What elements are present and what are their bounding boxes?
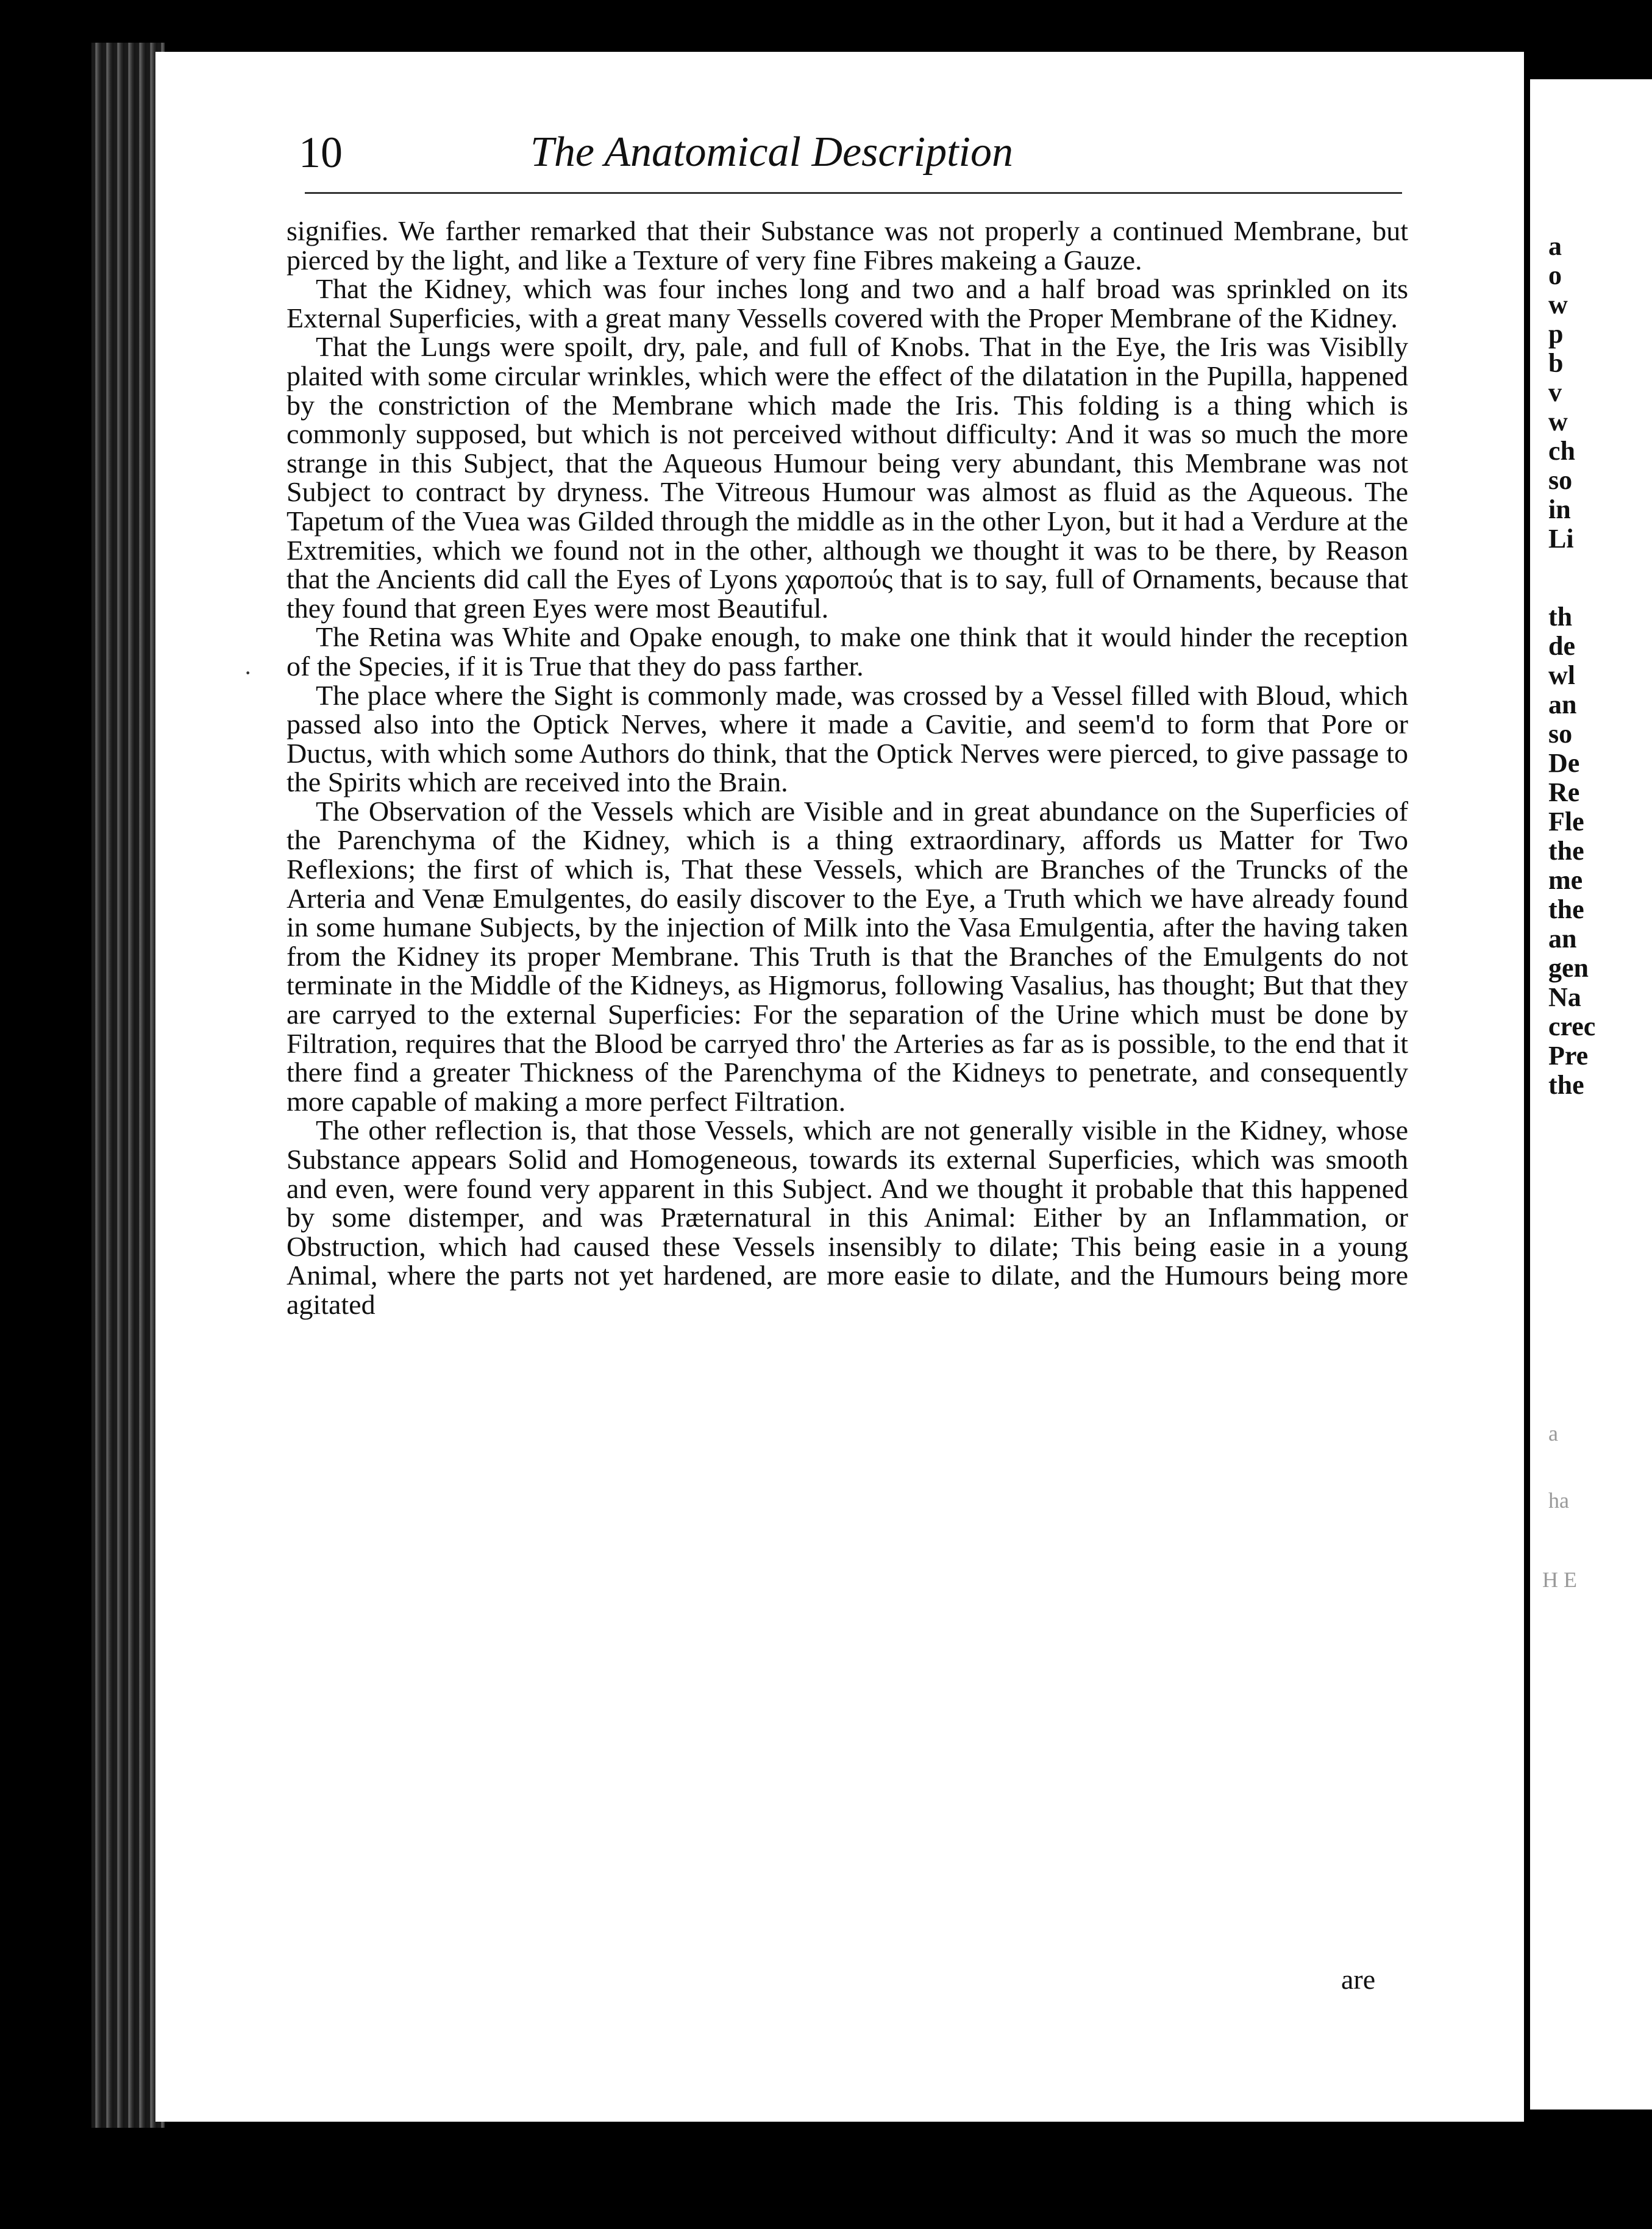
- paragraph: The Retina was White and Opake enough, to make one think that it would hinder the reception of the Species, if it is True that they do pass farther.: [287, 621, 1408, 682]
- fragment-line: o: [1548, 260, 1562, 290]
- fragment-line: a: [1548, 232, 1562, 261]
- paragraph: The Observation of the Vessels which are Visible and in great abundance on the Superficies of the Parenchyma of the Kidney, which is a thing extraordinary, affords us Matter for Two Reflexions; the first of which is, That these Vessels, which are Branches of the Truncks of the Arteria and Venæ Emulgentes, do easily discover to the Eye, a Truth which we have already found in some humane Subjects, by the injection of Milk into the Vasa Emulgentia, after the having taken from the Kidney its proper Membrane. This Truth is that the Branches of the Emulgents do not terminate in the Middle of the Kidneys, as Higmorus, following Vasalius, has thought; But that they are carryed to the external Superficies: For the separation of the Urine which must be done by Filtration, requires that the Blood be carryed thro' the Arteries as far as is possible, to the end that it there find a greater Thickness of the Parenchyma of the Kidneys to penetrate, and consequently more capable of making a more perfect Filtration.: [287, 795, 1408, 1117]
- header-rule: [305, 192, 1402, 194]
- fragment-line: the: [1548, 1070, 1584, 1100]
- page-header: [299, 113, 1402, 192]
- fragment-line: De: [1548, 748, 1580, 778]
- margin-dot: ·: [244, 659, 252, 687]
- fragment-line: p: [1548, 319, 1564, 349]
- fragment-line: Fle: [1548, 807, 1584, 836]
- paragraph: That the Lungs were spoilt, dry, pale, and full of Knobs. That in the Eye, the Iris was Visiblly plaited with some circular wrinkles, which were the effect of the dilatation in the Pupilla, happened by the constriction of the Membrane which made the Iris. This folding is a thing which is commonly supposed, but which is not perceived without difficulty: And it was so much the more strange in this Subject, that the Aqueous Humour being very abundant, this Membrane was not Subject to contract by dryness. The Vitreous Humour was almost as fluid as the Aqueous. The Tapetum of the Vuea was Gilded through the middle as in the other Lyon, but it had a Verdure at the Extremities, which we found not in the other, although we thought it was to be there, by Reason that the Ancients did call the Eyes of Lyons χαροπούς that is to say, full of Ornaments, because that they found that green Eyes were most Beautiful.: [287, 331, 1408, 624]
- catchword: are: [1341, 1964, 1376, 1995]
- fragment-line: so: [1548, 465, 1573, 495]
- fragment-line: v: [1548, 377, 1562, 407]
- fragment-line: so: [1548, 719, 1573, 749]
- fragment-line: gen: [1548, 953, 1589, 983]
- fragment-line: ch: [1548, 436, 1575, 466]
- fragment-gap: [1548, 554, 1652, 602]
- faint-mark: ha: [1548, 1488, 1569, 1513]
- running-title: The Anatomical Description: [530, 129, 1013, 176]
- page-number: 10: [299, 128, 343, 177]
- fragment-line: w: [1548, 290, 1568, 319]
- body-text: [287, 216, 1408, 1966]
- fragment-line: Li: [1548, 524, 1574, 554]
- paragraph: The place where the Sight is commonly made, was crossed by a Vessel filled with Bloud, which passed also into the Optick Nerves, where it made a Cavitie, and seem'd to form that Pore or Ductus, with which some Authors do think, that the Optick Nerves were pierced, to give passage to the Spirits which are received into the Brain.: [287, 679, 1408, 798]
- paragraph: signifies. We farther remarked that their Substance was not properly a continued Membrane, but pierced by the light, and like a Texture of very fine Fibres makeing a Gauze.: [287, 216, 1408, 276]
- faint-mark: H E: [1542, 1567, 1577, 1592]
- fragment-line: an: [1548, 924, 1577, 954]
- fragment-line: Pre: [1548, 1041, 1589, 1071]
- fragment-line: Re: [1548, 777, 1580, 807]
- faint-mark: a: [1548, 1421, 1558, 1446]
- fragment-line: de: [1548, 631, 1575, 661]
- fragment-line: Na: [1548, 982, 1581, 1012]
- fragment-line: in: [1548, 494, 1571, 524]
- fragment-line: th: [1548, 602, 1573, 632]
- fragment-line: crec: [1548, 1011, 1596, 1041]
- fragment-line: b: [1548, 348, 1564, 378]
- facing-page-text: [1548, 232, 1652, 1207]
- book-gutter: [91, 43, 165, 2128]
- fragment-line: wl: [1548, 660, 1575, 690]
- paragraph: The other reflection is, that those Vessels, which are not generally visible in the Kidney, whose Substance appears Solid and Homogeneous, towards its external Superficies, which was smooth and even, were found very apparent in this Subject. And we thought it probable that this happened by some distemper, and was Præternatural in this Animal: Either by an Inflammation, or Obstruction, which had caused these Vessels insensibly to dilate; This being easie in a young Animal, where the parts not yet hardened, are more easie to dilate, and the Humours being more agitated: [287, 1114, 1408, 1320]
- fragment-line: me: [1548, 865, 1583, 895]
- fragment-line: the: [1548, 836, 1584, 866]
- paragraph: That the Kidney, which was four inches long and two and a half broad was sprinkled on its External Superficies, with a great many Vessells covered with the Proper Membrane of the Kidney.: [287, 273, 1408, 333]
- fragment-line: w: [1548, 407, 1568, 437]
- fragment-line: an: [1548, 690, 1577, 719]
- fragment-line: the: [1548, 894, 1584, 924]
